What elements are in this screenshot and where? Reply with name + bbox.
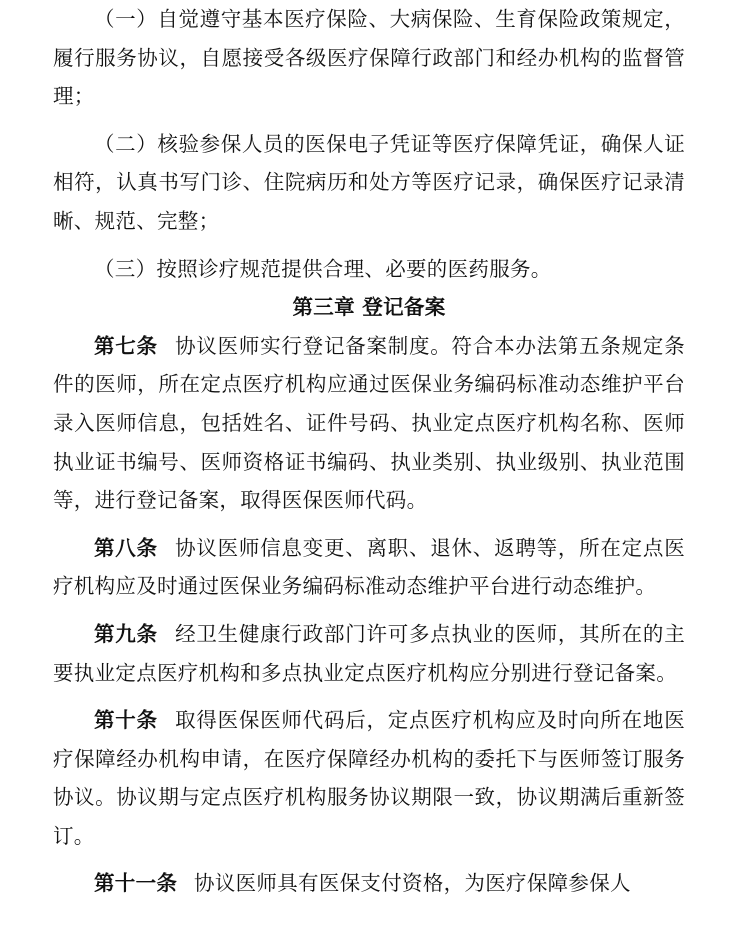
article-8	[53, 529, 685, 606]
article-9-text: 经卫生健康行政部门许可多点执业的医师，其所在的主要执业定点医疗机构和多点执业定点医疗机构应分别进行登记备案。	[53, 621, 685, 685]
article-7	[53, 327, 685, 520]
article-11-number: 第十一条	[94, 871, 178, 896]
article-8-number: 第八条	[94, 535, 158, 560]
article-10-number: 第十条	[94, 708, 158, 733]
article-11	[53, 864, 685, 903]
paragraph-item-1: （一）自觉遵守基本医疗保险、大病保险、生育保险政策规定，履行服务协议，自愿接受各级医疗保障行政部门和经办机构的监督管理；	[53, 7, 685, 109]
article-10-text: 取得医保医师代码后，定点医疗机构应及时向所在地医疗保障经办机构申请，在医疗保障经办机构的委托下与医师签订服务协议。协议期与定点医疗机构服务协议期限一致，协议期满后重新签订。	[53, 708, 685, 848]
article-7-text: 协议医师实行登记备案制度。符合本办法第五条规定条件的医师，所在定点医疗机构应通过医保业务编码标准动态维护平台录入医师信息，包括姓名、证件号码、执业定点医疗机构名称、医师执业证书编号、医师资格证书编码、执业类别、执业级别、执业范围等，进行登记备案，取得医保医师代码。	[53, 333, 685, 513]
paragraph-item-3: （三）按照诊疗规范提供合理、必要的医药服务。	[94, 256, 552, 281]
article-11-text: 协议医师具有医保支付资格，为医疗保障参保人	[194, 871, 631, 896]
paragraph-item-2: （二）核验参保人员的医保电子凭证等医疗保障凭证，确保人证相符，认真书写门诊、住院病历和处方等医疗记录，确保医疗记录清晰、规范、完整；	[53, 131, 685, 233]
article-9	[53, 615, 685, 692]
document-page	[53, 0, 685, 903]
chapter-title: 第三章 登记备案	[292, 295, 446, 320]
article-7-number: 第七条	[94, 333, 158, 358]
article-9-number: 第九条	[94, 621, 158, 646]
article-10	[53, 701, 685, 855]
article-8-text: 协议医师信息变更、离职、退休、返聘等，所在定点医疗机构应及时通过医保业务编码标准动态维护平台进行动态维护。	[53, 535, 685, 599]
